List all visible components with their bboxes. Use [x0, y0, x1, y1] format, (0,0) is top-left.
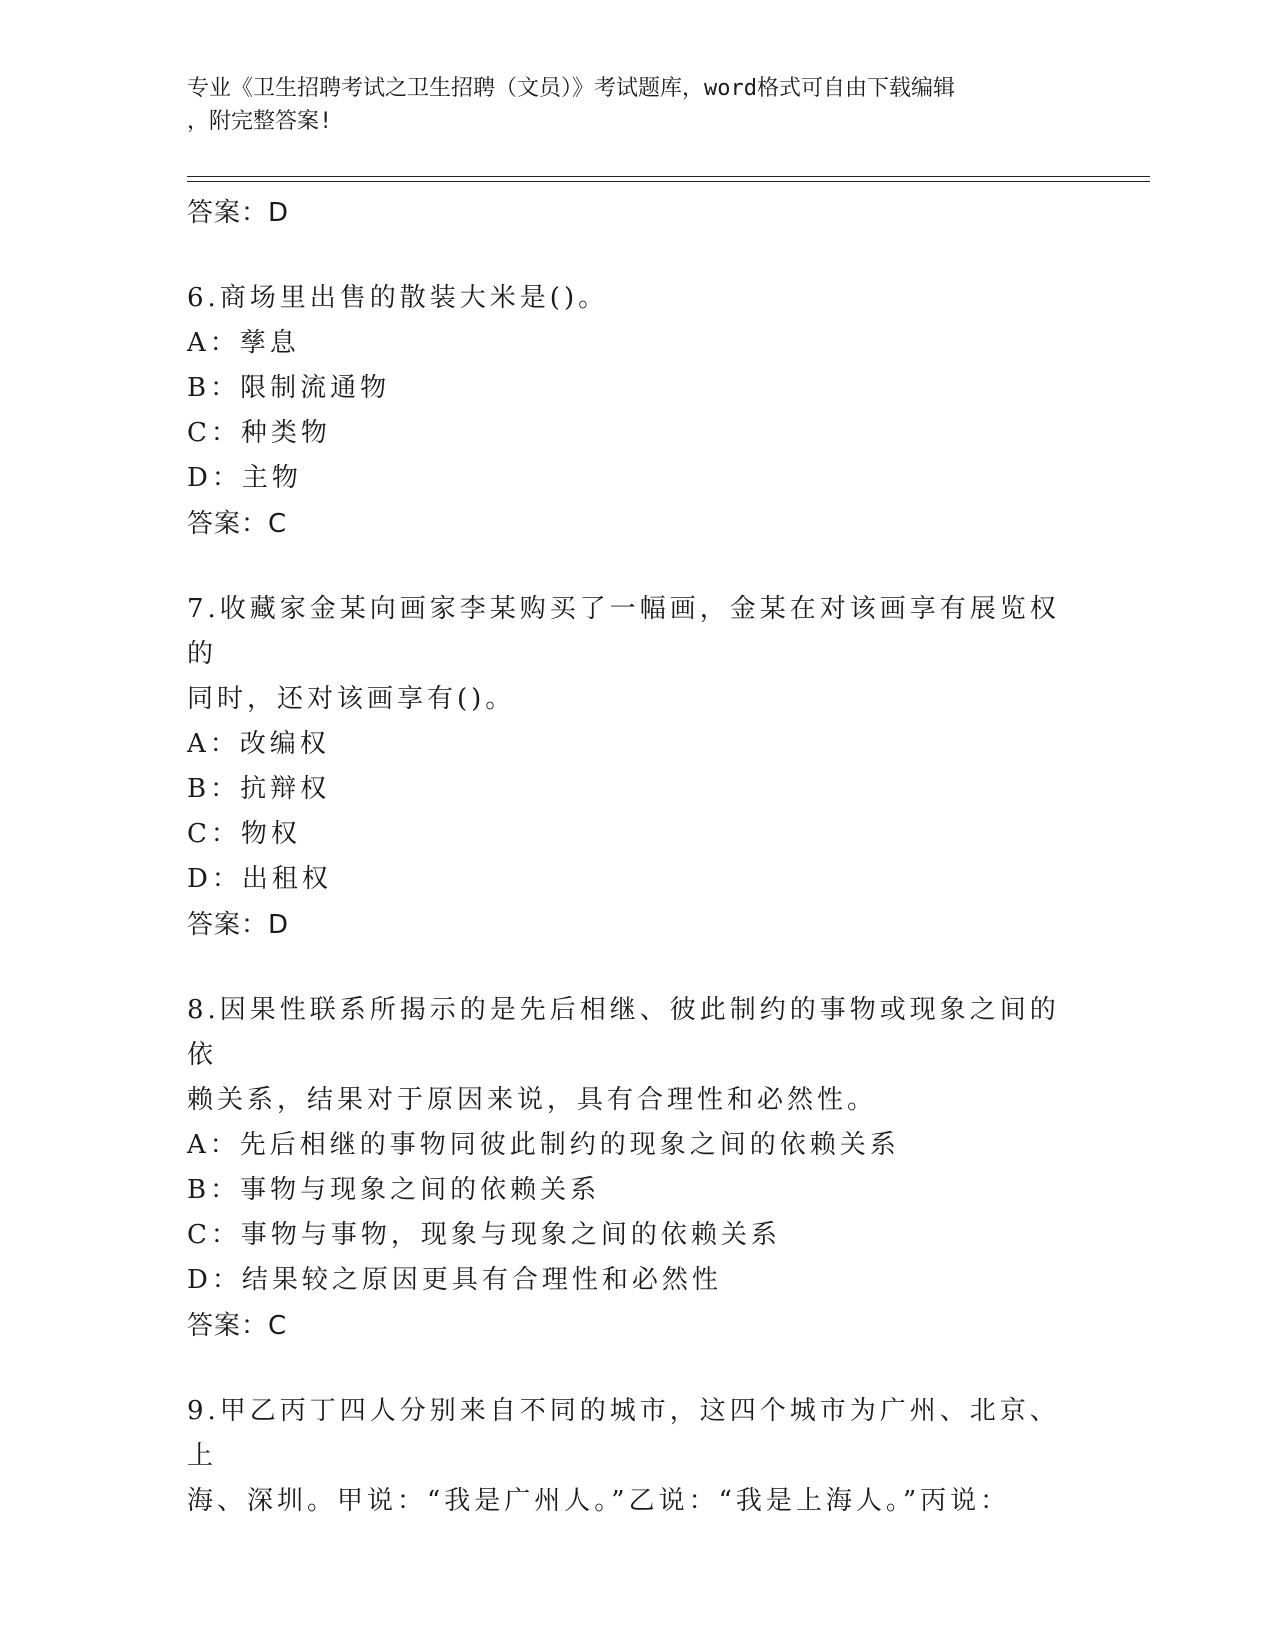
question-text-line: 7.收藏家金某向画家李某购买了一幅画，金某在对该画享有展览权的: [187, 594, 1060, 669]
question-text-line: 同时，还对该画享有()。: [187, 684, 516, 714]
spacer: [187, 236, 1067, 276]
answer: 答案：C: [187, 509, 288, 539]
option-d: D：主物: [187, 463, 302, 493]
question-9: [187, 1389, 1067, 1524]
spacer: [187, 948, 1067, 988]
option-c: C：物权: [187, 819, 301, 849]
option-a: A：先后相继的事物同彼此制约的现象之间的依赖关系: [187, 1130, 900, 1160]
question-text-line: 海、深圳。甲说：“我是广州人。”乙说：“我是上海人。”丙说：: [187, 1486, 1011, 1516]
question-8: [187, 988, 1067, 1349]
question-6: [187, 276, 1067, 547]
header-divider-thick: [187, 181, 1150, 182]
question-text-line: 赖关系，结果对于原因来说，具有合理性和必然性。: [187, 1085, 878, 1115]
header-line-2: ，附完整答案!: [187, 109, 333, 134]
spacer: [187, 547, 1067, 587]
question-text-line: 9.甲乙丙丁四人分别来自不同的城市，这四个城市为广州、北京、上: [187, 1396, 1060, 1471]
option-d: D：结果较之原因更具有合理性和必然性: [187, 1265, 722, 1295]
spacer: [187, 1349, 1067, 1389]
option-c: C：事物与事物，现象与现象之间的依赖关系: [187, 1220, 781, 1250]
option-b: B：抗辩权: [187, 774, 331, 804]
option-a: A：改编权: [187, 729, 330, 759]
question-list: [187, 190, 1067, 1524]
question-7: [187, 587, 1067, 948]
header-divider-thin: [187, 176, 1150, 177]
option-b: B：事物与现象之间的依赖关系: [187, 1175, 601, 1205]
question-text-line: 6.商场里出售的散装大米是()。: [187, 283, 609, 313]
previous-answer: 答案：D: [187, 198, 290, 228]
option-b: B：限制流通物: [187, 373, 391, 403]
option-c: C：种类物: [187, 418, 331, 448]
option-a: A：孳息: [187, 328, 300, 358]
option-d: D：出租权: [187, 864, 332, 894]
answer: 答案：C: [187, 1311, 288, 1341]
answer: 答案：D: [187, 910, 290, 940]
header-line-1: 专业《卫生招聘考试之卫生招聘（文员）》考试题库，word格式可自由下载编辑: [187, 76, 955, 101]
question-text-line: 8.因果性联系所揭示的是先后相继、彼此制约的事物或现象之间的依: [187, 995, 1060, 1070]
page-header: [187, 72, 1067, 138]
